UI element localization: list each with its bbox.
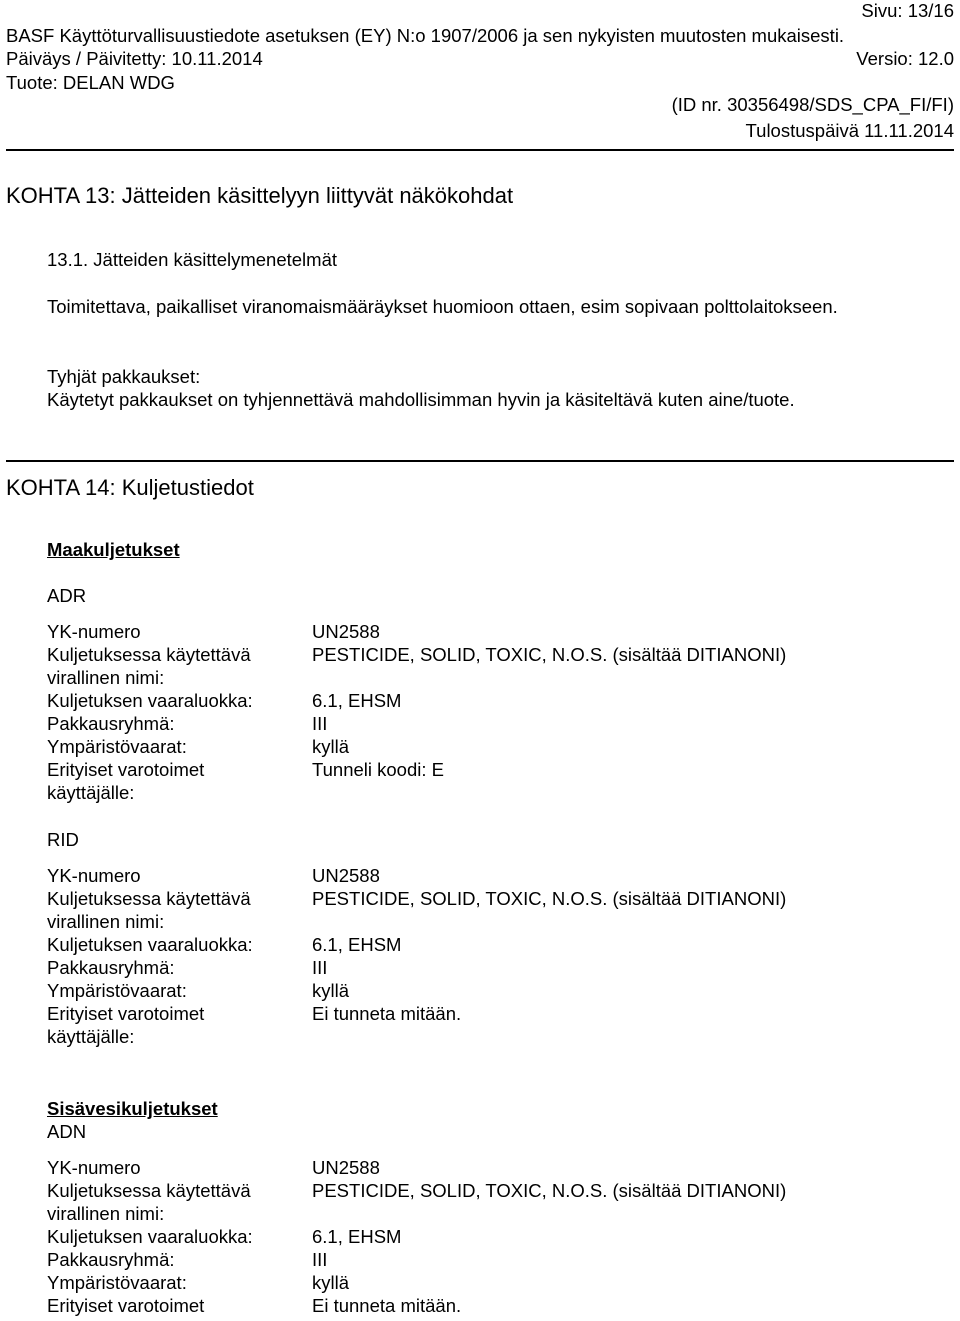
packing-group-label: Pakkausryhmä: (47, 957, 175, 978)
shipping-name-label-2: virallinen nimi: (47, 911, 165, 932)
shipping-name-label: Kuljetuksessa käytettävä (47, 644, 251, 665)
environmental-hazards-label: Ympäristövaarat: (47, 1272, 187, 1293)
rid-shipping-name: PESTICIDE, SOLID, TOXIC, N.O.S. (sisältää DITIANONI) (312, 888, 787, 909)
rid-hazard-class: 6.1, EHSM (312, 934, 402, 955)
special-precautions-label: Erityiset varotoimet (47, 1295, 205, 1316)
print-date: Tulostuspäivä 11.11.2014 (745, 120, 954, 141)
un-number-label: YK-numero (47, 1157, 141, 1178)
adr-heading: ADR (47, 585, 87, 606)
document-date: Päiväys / Päivitetty: 10.11.2014 (6, 48, 263, 69)
hazard-class-label: Kuljetuksen vaaraluokka: (47, 1226, 253, 1247)
product-name: Tuote: DELAN WDG (6, 72, 175, 93)
hazard-class-label: Kuljetuksen vaaraluokka: (47, 934, 253, 955)
shipping-name-label-2: virallinen nimi: (47, 1203, 165, 1224)
rid-packing-group: III (312, 957, 328, 978)
adr-packing-group: III (312, 713, 328, 734)
special-precautions-label: Erityiset varotoimet (47, 1003, 205, 1024)
adn-hazard-class: 6.1, EHSM (312, 1226, 402, 1247)
special-precautions-label: Erityiset varotoimet (47, 759, 205, 780)
adr-shipping-name: PESTICIDE, SOLID, TOXIC, N.O.S. (sisältää DITIANONI) (312, 644, 787, 665)
page-number: Sivu: 13/16 (861, 0, 954, 21)
document-title: BASF Käyttöturvallisuustiedote asetuksen (EY) N:o 1907/2006 ja sen nykyisten muutosten mukaisesti. (6, 25, 845, 46)
land-transport-heading: Maakuljetukset (47, 539, 180, 560)
un-number-label: YK-numero (47, 865, 141, 886)
header-divider (6, 149, 954, 151)
adn-packing-group: III (312, 1249, 328, 1270)
empty-packaging-text: Käytetyt pakkaukset on tyhjennettävä mahdollisimman hyvin ja käsiteltävä kuten aine/tuote. (47, 389, 795, 410)
waste-disposal-text: Toimitettava, paikalliset viranomaismääräykset huomioon ottaen, esim sopivaan polttolaitokseen. (47, 296, 838, 317)
adn-special-precautions: Ei tunneta mitään. (312, 1295, 462, 1316)
shipping-name-label: Kuljetuksessa käytettävä (47, 888, 251, 909)
packing-group-label: Pakkausryhmä: (47, 1249, 175, 1270)
document-version: Versio: 12.0 (856, 48, 954, 69)
packing-group-label: Pakkausryhmä: (47, 713, 175, 734)
environmental-hazards-label: Ympäristövaarat: (47, 736, 187, 757)
rid-un-number: UN2588 (312, 865, 380, 886)
adr-special-precautions: Tunneli koodi: E (312, 759, 444, 780)
special-precautions-label-2: käyttäjälle: (47, 1026, 135, 1047)
empty-packaging-label: Tyhjät pakkaukset: (47, 366, 201, 387)
inland-waterways-heading: Sisävesikuljetukset (47, 1098, 218, 1119)
adr-environmental-hazards: kyllä (312, 736, 350, 757)
section-divider (6, 460, 954, 462)
rid-special-precautions: Ei tunneta mitään. (312, 1003, 462, 1024)
adr-hazard-class: 6.1, EHSM (312, 690, 402, 711)
adn-environmental-hazards: kyllä (312, 1272, 350, 1293)
shipping-name-label-2: virallinen nimi: (47, 667, 165, 688)
shipping-name-label: Kuljetuksessa käytettävä (47, 1180, 251, 1201)
adn-shipping-name: PESTICIDE, SOLID, TOXIC, N.O.S. (sisältää DITIANONI) (312, 1180, 787, 1201)
special-precautions-label-2: käyttäjälle: (47, 782, 135, 803)
document-id: (ID nr. 30356498/SDS_CPA_FI/FI) (671, 94, 954, 115)
section-13-1-subtitle: 13.1. Jätteiden käsittelymenetelmät (47, 249, 337, 270)
section-13-title: KOHTA 13: Jätteiden käsittelyyn liittyvät näkökohdat (6, 183, 514, 208)
section-14-title: KOHTA 14: Kuljetustiedot (6, 475, 254, 500)
adr-un-number: UN2588 (312, 621, 380, 642)
rid-heading: RID (47, 829, 79, 850)
rid-environmental-hazards: kyllä (312, 980, 350, 1001)
adn-heading: ADN (47, 1121, 87, 1142)
un-number-label: YK-numero (47, 621, 141, 642)
adn-un-number: UN2588 (312, 1157, 380, 1178)
hazard-class-label: Kuljetuksen vaaraluokka: (47, 690, 253, 711)
environmental-hazards-label: Ympäristövaarat: (47, 980, 187, 1001)
